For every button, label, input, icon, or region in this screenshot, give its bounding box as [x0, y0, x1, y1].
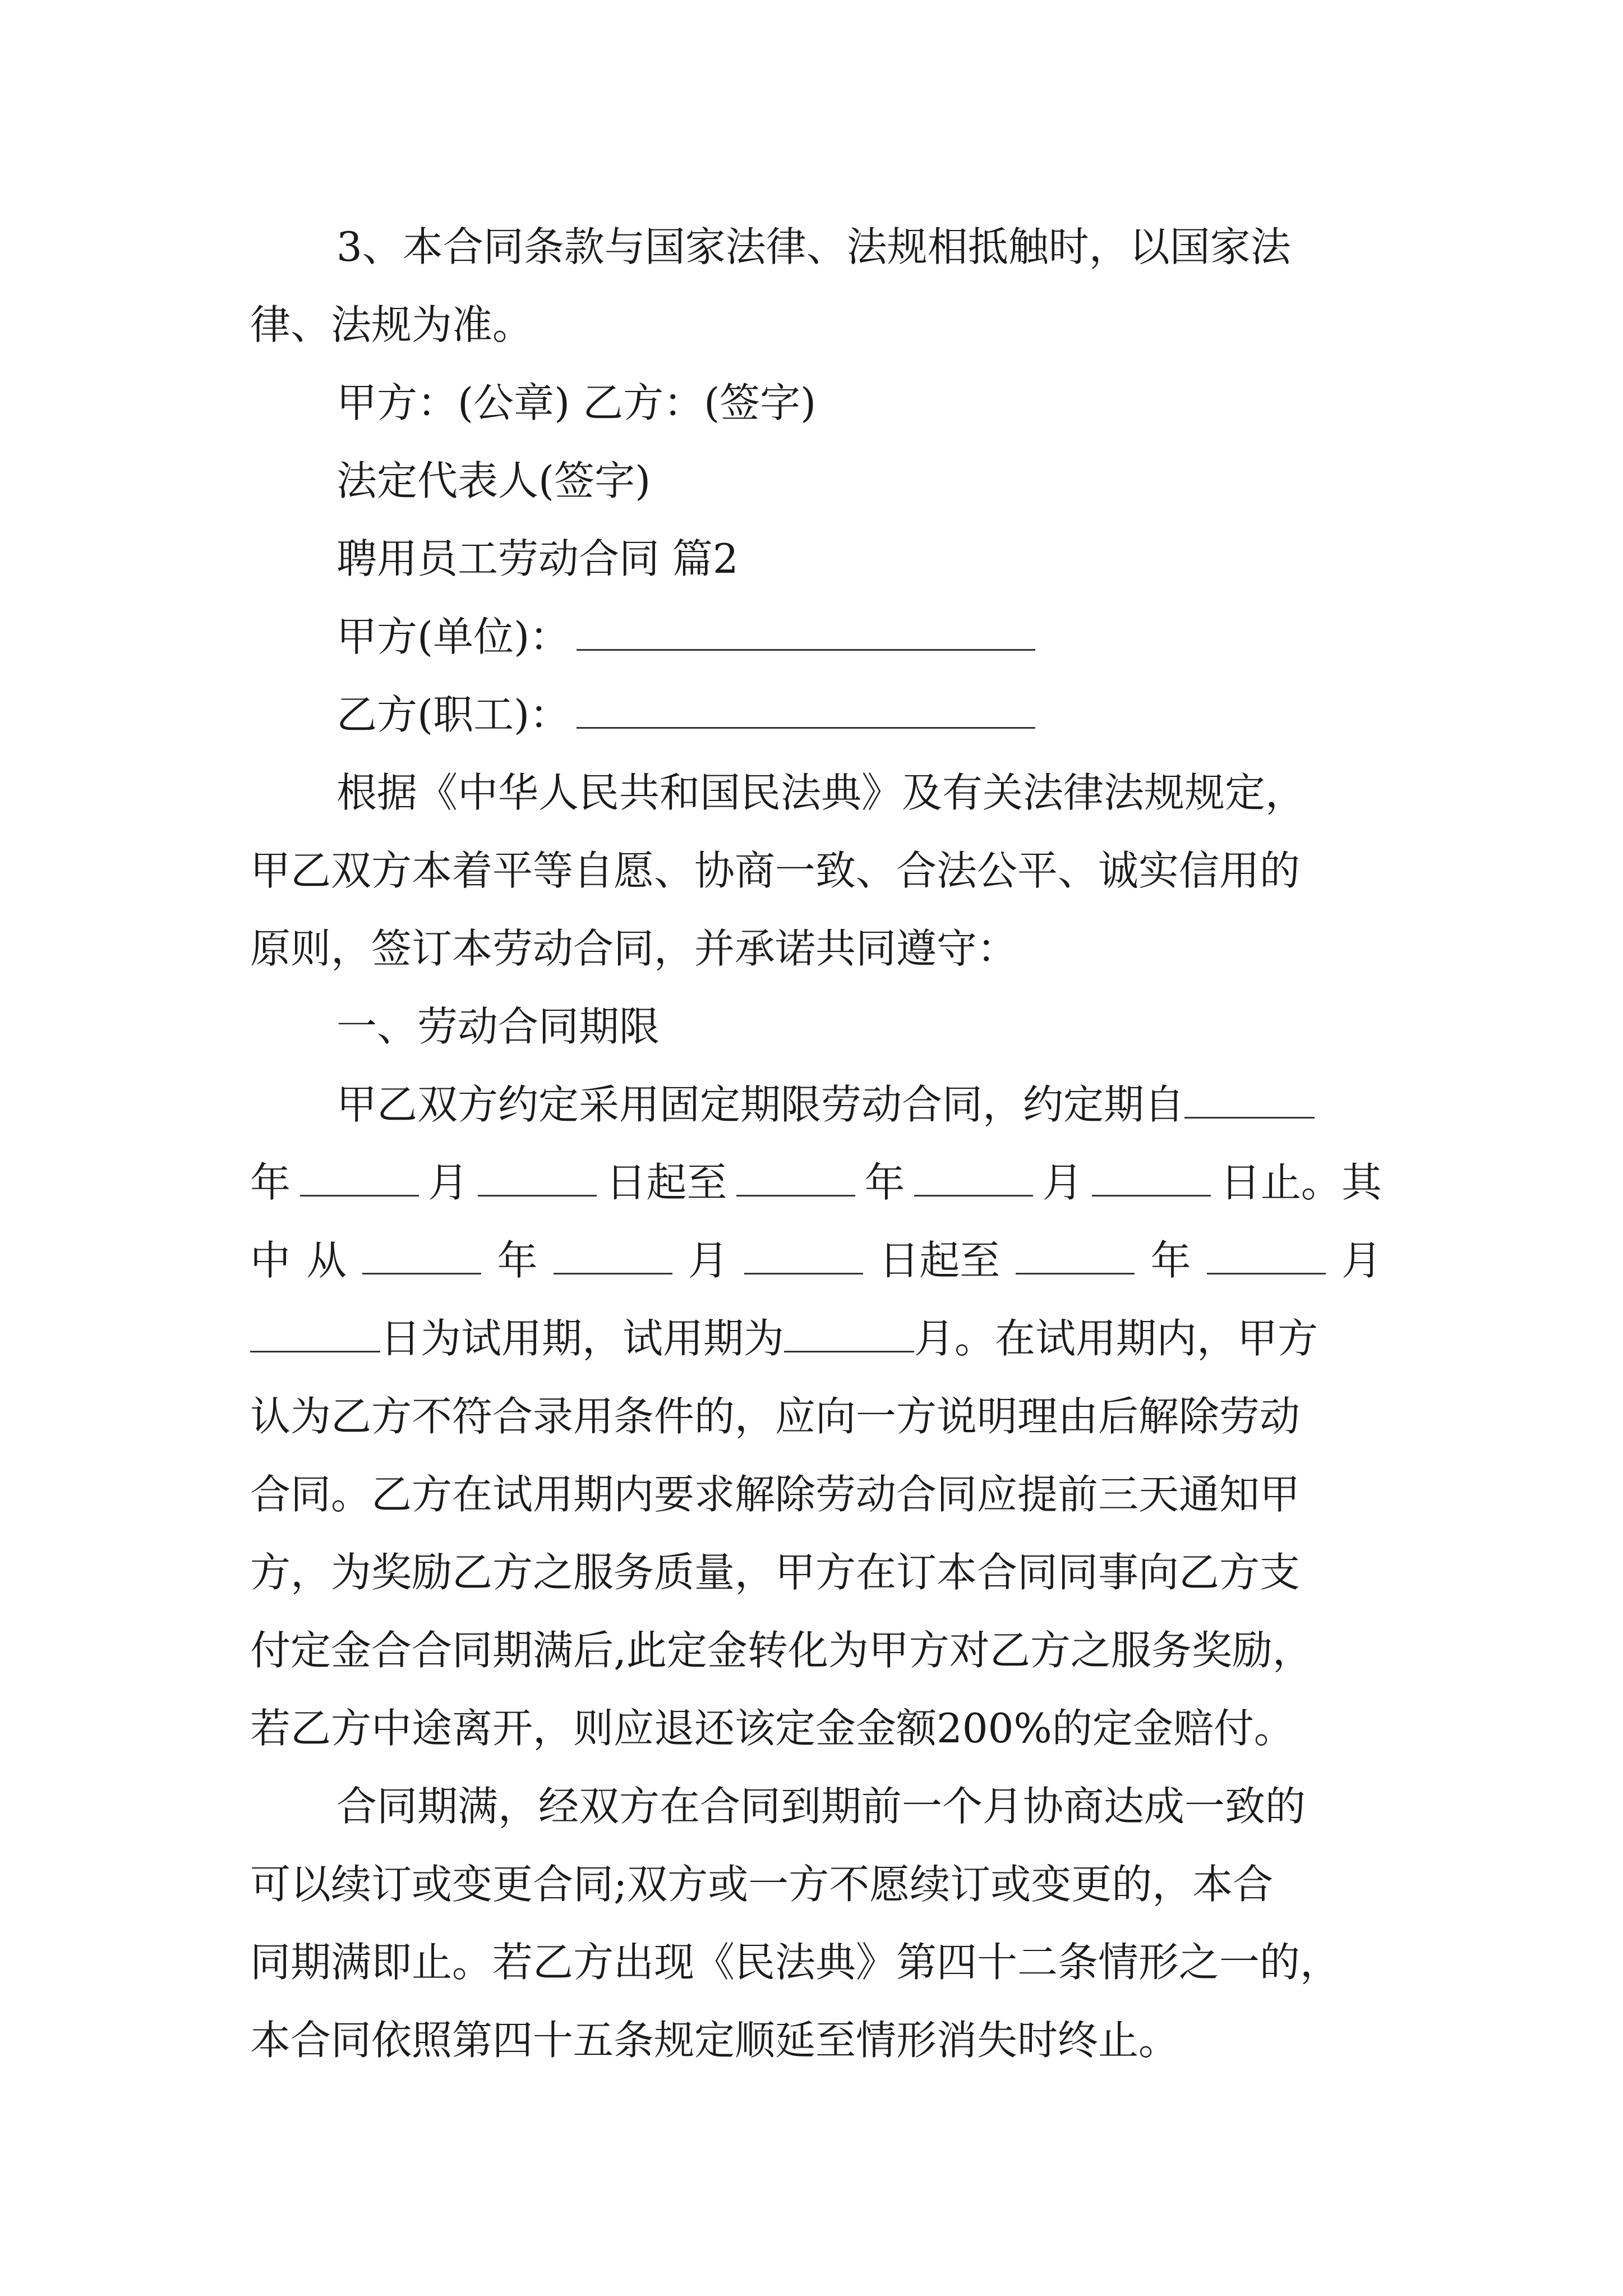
cong-char: 从: [306, 1237, 347, 1284]
trial-start-month-blank[interactable]: [554, 1241, 672, 1274]
clause3-line-1: 3、本合同条款与国家法律、法规相抵触时，以国家法: [336, 223, 1291, 270]
trial-end-day-blank[interactable]: [250, 1319, 380, 1352]
year-label: 年: [250, 1159, 291, 1206]
start-month-blank[interactable]: [300, 1163, 419, 1197]
intro-line-3: 原则，签订本劳动合同，并承诺共同遵守：: [250, 925, 1018, 972]
start-day-blank[interactable]: [478, 1163, 597, 1197]
probation-line-6: 合同。乙方在试用期内要求解除劳动合同应提前三天通知甲: [250, 1471, 1301, 1518]
party-a-label: 甲方(单位)：: [336, 613, 570, 660]
trial-end-month-blank[interactable]: [1207, 1241, 1326, 1274]
term-line-2: [250, 1159, 1382, 1206]
term-line-4: [250, 1315, 1318, 1362]
day-start-label: 日起至: [606, 1159, 727, 1206]
party-b-row: [336, 691, 1035, 738]
probation-line-9: 若乙方中途离开，则应退还该定金金额200%的定金赔付。: [250, 1705, 1294, 1752]
month-label: 月: [428, 1159, 469, 1206]
year-label: 年: [1150, 1237, 1191, 1284]
year-label: 年: [497, 1237, 538, 1284]
day-start-label: 日起至: [879, 1237, 1000, 1284]
renewal-line-2: 可以续订或变更合同;双方或一方不愿续订或变更的，本合: [250, 1861, 1274, 1908]
probation-line-5: 认为乙方不符合录用条件的，应向一方说明理由后解除劳动: [250, 1393, 1301, 1440]
zhong-char: 中: [250, 1237, 291, 1284]
probation-line-7: 方，为奖励乙方之服务质量，甲方在订本合同同事向乙方支: [250, 1549, 1301, 1596]
end-month-blank[interactable]: [914, 1163, 1033, 1197]
probation-line-8: 付定金合合同期满后,此定金转化为甲方对乙方之服务奖励，: [250, 1627, 1313, 1674]
legal-representative: 法定代表人(签字): [336, 457, 651, 504]
month-label: 月: [1042, 1159, 1083, 1206]
renewal-line-4: 本合同依照第四十五条规定顺延至情形消失时终止。: [250, 2017, 1179, 2064]
party-b-blank[interactable]: [577, 696, 1035, 729]
day-end-label: 日止。其: [1220, 1159, 1382, 1206]
contract-title: 聘用员工劳动合同 篇2: [336, 535, 739, 582]
end-year-blank[interactable]: [736, 1163, 855, 1197]
party-a-row: [336, 613, 1035, 660]
start-year-blank[interactable]: [1184, 1085, 1315, 1119]
year-label: 年: [864, 1159, 905, 1206]
month-label: 月: [688, 1237, 728, 1284]
trial-months-blank[interactable]: [784, 1319, 914, 1352]
renewal-line-3: 同期满即止。若乙方出现《民法典》第四十二条情形之一的，: [250, 1939, 1341, 1986]
term-line-3: [250, 1237, 1382, 1284]
trial-end-year-blank[interactable]: [1016, 1241, 1135, 1274]
party-a-blank[interactable]: [577, 618, 1035, 651]
term-line-1: [336, 1081, 1315, 1128]
trial-day-label: 日为试用期，试用期为: [380, 1315, 785, 1362]
intro-line-1: 根据《中华人民共和国民法典》及有关法律法规规定，: [336, 769, 1306, 816]
trial-start-day-blank[interactable]: [744, 1241, 863, 1274]
party-b-label: 乙方(职工)：: [336, 691, 570, 738]
renewal-line-1: 合同期满，经双方在合同到期前一个月协商达成一致的: [336, 1783, 1306, 1830]
clause3-line-2: 律、法规为准。: [250, 301, 533, 348]
trial-start-year-blank[interactable]: [362, 1241, 481, 1274]
section-1-title: 一、劳动合同期限: [336, 1003, 660, 1050]
month-label: 月: [1341, 1237, 1382, 1284]
intro-line-2: 甲乙双方本着平等自愿、协商一致、合法公平、诚实信用的: [250, 847, 1301, 894]
signature-parties: 甲方：(公章) 乙方：(签字): [336, 379, 817, 426]
trial-rest: 月。在试用期内，甲方: [914, 1315, 1318, 1362]
term-text: 甲乙双方约定采用固定期限劳动合同，约定期自: [336, 1081, 1185, 1128]
end-day-blank[interactable]: [1092, 1163, 1211, 1197]
